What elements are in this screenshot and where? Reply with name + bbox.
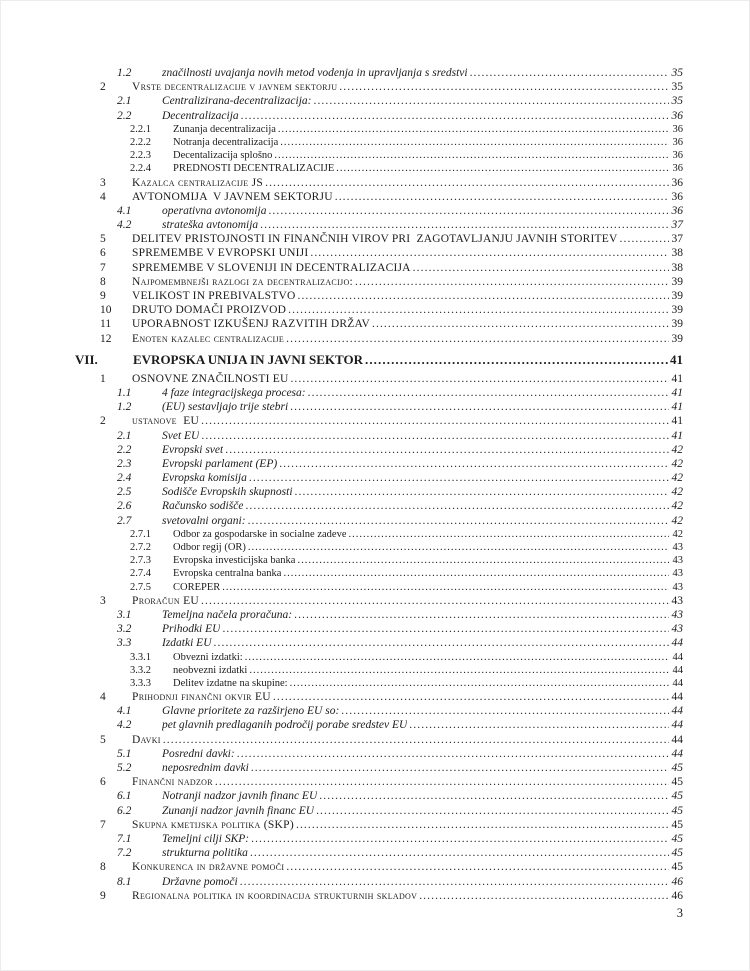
- toc-entry-title: OSNOVNE ZNAČILNOSTI EU: [132, 372, 289, 385]
- toc-entry[interactable]: [0, 109, 683, 123]
- toc-entry-page: 37: [671, 233, 683, 246]
- toc-entry-page: 35: [671, 95, 683, 108]
- toc-entry-title: Centralizirana-decentralizacija:: [162, 95, 312, 108]
- toc-entry-title: EVROPSKA UNIJA IN JAVNI SEKTOR: [133, 351, 363, 367]
- toc-entry-page: 44: [672, 651, 683, 663]
- toc-entry-title: DRUTO DOMAČI PROIZVOD: [132, 304, 287, 317]
- toc-entry-page: 43: [672, 555, 683, 567]
- toc-entry[interactable]: [0, 718, 683, 732]
- toc-entry[interactable]: [0, 162, 683, 175]
- dot-leader: [247, 664, 669, 677]
- toc-entry-number: 2.2.1: [130, 123, 151, 135]
- toc-entry-number: 4.1: [117, 204, 132, 217]
- toc-entry-title: ustanove EU: [132, 415, 200, 428]
- toc-entry-number: 2: [100, 415, 106, 428]
- toc-entry-title: Prihodnji finančni okvir EU: [132, 691, 271, 704]
- toc-entry-number: 9: [100, 290, 106, 302]
- toc-entry-page: 45: [671, 804, 683, 817]
- toc-entry-number: 3: [100, 176, 106, 189]
- dot-leader: [243, 499, 669, 513]
- toc-entry-number: 7: [100, 261, 106, 274]
- toc-entry-page: 41: [671, 429, 683, 442]
- toc-entry-page: 43: [671, 594, 683, 607]
- toc-entry[interactable]: [0, 246, 683, 260]
- toc-entry-title: Odbor regij (OR): [173, 542, 246, 553]
- toc-entry[interactable]: [0, 608, 683, 622]
- toc-entry-title: (EU) sestavljajo trije stebri: [162, 401, 289, 414]
- toc-entry[interactable]: [0, 190, 683, 204]
- dot-leader: [346, 528, 669, 541]
- toc-entry[interactable]: [0, 775, 683, 789]
- toc-entry[interactable]: [0, 875, 683, 889]
- toc-entry-number: 5: [100, 233, 106, 246]
- toc-entry-number: 2.3: [117, 457, 132, 470]
- toc-entry-title: UPORABNOST IZKUŠENJ RAZVITIH DRŽAV: [132, 318, 370, 331]
- toc-entry[interactable]: [0, 677, 683, 690]
- dot-leader: [288, 372, 669, 386]
- dot-leader: [417, 889, 669, 903]
- toc-entry-number: 4: [100, 190, 106, 203]
- toc-entry-page: 36: [672, 136, 683, 148]
- dot-leader: [468, 66, 669, 80]
- dot-leader: [288, 400, 669, 414]
- toc-entry-page: 45: [671, 762, 683, 774]
- toc-entry-title: Evropski svet: [162, 443, 224, 456]
- toc-entry[interactable]: [0, 372, 683, 386]
- toc-entry-title: Sodišče Evropskih skupnosti: [162, 486, 293, 499]
- toc-entry-number: 6: [100, 247, 106, 260]
- toc-entry-page: 44: [672, 664, 683, 676]
- toc-entry-title: strateška avtonomija: [162, 219, 259, 232]
- toc-entry-page: 42: [671, 514, 683, 527]
- dot-leader: [306, 386, 669, 400]
- toc-entry-number: 3.3.1: [130, 651, 151, 663]
- dot-leader: [295, 554, 669, 567]
- toc-entry-title: SPREMEMBE V EVROPSKI UNIJI: [132, 247, 309, 260]
- toc-entry-title: Finančni nadzor: [132, 776, 213, 789]
- toc-entry[interactable]: [0, 664, 683, 677]
- toc-entry-page: 46: [671, 875, 683, 888]
- toc-entry-title: PREDNOSTI DECENTRALIZACIJE: [173, 163, 335, 175]
- toc-entry-page: 43: [671, 608, 683, 621]
- toc-entry-title: svetovalni organi:: [162, 514, 246, 527]
- toc-entry-title: Decentalizacija splošno: [173, 150, 273, 162]
- toc-entry-number: 7: [100, 818, 106, 831]
- toc-entry-number: 8.1: [117, 875, 132, 888]
- toc-entry-page: 45: [671, 861, 683, 874]
- toc-entry[interactable]: [0, 889, 683, 903]
- dot-leader: [239, 109, 669, 123]
- toc-entry-page: 38: [671, 261, 683, 274]
- toc-entry-title: Delitev izdatne na skupine:: [173, 677, 288, 689]
- toc-entry-page: 37: [671, 219, 683, 232]
- toc-entry-title: Notranja decentralizacija: [173, 136, 279, 148]
- dot-leader: [199, 429, 669, 443]
- toc-entry[interactable]: [0, 514, 683, 528]
- dot-leader: [220, 622, 669, 636]
- dot-leader: [353, 275, 669, 289]
- toc-entry[interactable]: [0, 804, 683, 818]
- toc-entry-title: Konkurenca in državne pomoči: [132, 861, 285, 874]
- toc-entry-title: Odbor za gospodarske in socialne zadeve: [173, 528, 347, 540]
- toc-entry[interactable]: [0, 457, 683, 471]
- toc-entry-page: 44: [671, 705, 683, 718]
- toc-entry-number: 2.7.2: [130, 542, 151, 553]
- dot-leader: [294, 818, 669, 832]
- page-number-footer: 3: [676, 906, 683, 920]
- toc-entry[interactable]: [0, 747, 683, 761]
- toc-entry-page: 38: [671, 247, 683, 260]
- dot-leader: [238, 875, 669, 889]
- dot-leader: [271, 690, 669, 704]
- dot-leader: [248, 846, 669, 860]
- dot-leader: [286, 303, 669, 317]
- toc-entry-page: 42: [671, 486, 683, 499]
- toc-entry-number: 4.2: [117, 719, 132, 732]
- toc-entry-number: 2.2.4: [130, 163, 151, 175]
- toc-entry-page: 45: [671, 847, 683, 860]
- dot-leader: [370, 317, 669, 331]
- toc-entry-number: 3.3.2: [130, 664, 151, 676]
- toc-entry-title: značilnosti uvajanja novih metod vodenja in upravljanja s sredstvi: [162, 67, 468, 79]
- toc-entry-page: 43: [672, 581, 683, 593]
- toc-entry[interactable]: [0, 581, 683, 594]
- toc-entry-title: Obvezni izdatki:: [173, 651, 243, 663]
- toc-entry-number: 12: [100, 332, 112, 345]
- toc-entry-title: Evropska investicijska banka: [173, 555, 296, 567]
- toc-entry[interactable]: [0, 704, 683, 718]
- toc-entry-title: Proračun EU: [132, 594, 200, 607]
- dot-leader: [337, 80, 669, 94]
- toc-entry-number: 3.3.3: [130, 677, 151, 689]
- toc-entry-page: 44: [671, 747, 683, 760]
- toc-entry-title: strukturna politika: [162, 847, 248, 860]
- toc-entry[interactable]: [0, 94, 683, 108]
- toc-entry-number: 3: [100, 594, 106, 607]
- toc-entry-number: 1.2: [117, 401, 132, 414]
- toc-entry-title: Regionalna politika in koordinacija strukturnih skladov: [132, 889, 418, 902]
- dot-leader: [284, 860, 669, 874]
- toc-entry[interactable]: [0, 414, 683, 428]
- toc-entry-number: 9: [100, 889, 106, 902]
- toc-entry-number: 3.3: [117, 637, 132, 650]
- toc-entry-number: 2.1: [117, 95, 132, 108]
- toc-entry-title: operativna avtonomija: [162, 204, 267, 217]
- dot-leader: [284, 332, 669, 346]
- dot-leader: [407, 718, 669, 732]
- toc-entry-number: 2: [100, 81, 106, 94]
- toc-entry[interactable]: [0, 443, 683, 457]
- toc-entry-title: DELITEV PRISTOJNOSTI IN FINANČNIH VIROV PRI ZAGOTAVLJANJU JAVNIH STORITEV: [132, 233, 618, 246]
- toc-entry[interactable]: [0, 733, 683, 747]
- toc-entry-number: 2.2.3: [130, 150, 151, 162]
- dot-leader: [339, 704, 669, 718]
- toc-entry-page: 36: [671, 190, 683, 203]
- toc-entry[interactable]: [0, 832, 683, 846]
- toc-entry-title: SPREMEMBE V SLOVENIJI IN DECENTRALIZACIJA: [132, 261, 411, 274]
- toc-entry-title: VELIKOST IN PREBIVALSTVO: [132, 290, 296, 302]
- toc-entry-page: 44: [671, 691, 683, 704]
- toc-entry-page: 44: [672, 677, 683, 689]
- toc-entry-number: 11: [100, 318, 112, 331]
- toc-entry[interactable]: [0, 860, 683, 874]
- toc-list: [0, 66, 683, 903]
- toc-entry[interactable]: [0, 303, 683, 317]
- toc-entry-title: Temeljni cilji SKP:: [162, 832, 250, 845]
- dot-leader: [199, 414, 669, 428]
- dot-leader: [266, 204, 669, 218]
- toc-entry-page: 42: [671, 472, 683, 485]
- dot-leader: [618, 232, 669, 246]
- toc-entry[interactable]: [0, 232, 683, 246]
- toc-entry-number: 2.7.4: [130, 568, 151, 580]
- toc-entry-page: 43: [671, 623, 683, 636]
- toc-entry-title: Decentralizacija: [162, 109, 239, 122]
- toc-entry-number: 6.1: [117, 790, 132, 803]
- toc-entry[interactable]: [0, 567, 683, 580]
- toc-entry-title: AVTONOMIJA V JAVNEM SEKTORJU: [132, 190, 333, 203]
- toc-entry-title: neposrednim davki: [162, 762, 249, 774]
- toc-entry-number: 4.2: [117, 219, 132, 232]
- toc-entry-page: 42: [671, 500, 683, 513]
- toc-entry-number: 6.2: [117, 804, 132, 817]
- toc-entry-title: Prihodki EU: [162, 623, 221, 636]
- dot-leader: [333, 190, 669, 204]
- toc-entry[interactable]: [0, 400, 683, 414]
- dot-leader: [317, 789, 669, 803]
- toc-entry-page: 39: [671, 275, 683, 288]
- toc-entry-number: 2.2: [117, 109, 132, 122]
- toc-entry-title: Vrste decentralizacije v javnem sektorju: [132, 81, 338, 94]
- toc-entry-page: 41: [671, 401, 683, 414]
- dot-leader: [411, 261, 669, 275]
- toc-entry-number: 8: [100, 275, 106, 288]
- toc-entry-page: 45: [671, 818, 683, 831]
- toc-entry-page: 35: [671, 67, 683, 79]
- toc-entry-title: Svet EU: [162, 429, 200, 442]
- toc-entry-page: 36: [672, 150, 683, 162]
- toc-entry[interactable]: [0, 218, 683, 232]
- toc-entry-number: 1.1: [117, 386, 132, 399]
- toc-entry[interactable]: [0, 636, 683, 650]
- toc-entry-title: Izdatki EU: [162, 637, 212, 650]
- toc-entry-title: Evropska centralna banka: [173, 568, 282, 580]
- toc-entry[interactable]: [0, 554, 683, 567]
- dot-leader: [363, 351, 669, 368]
- dot-leader: [295, 289, 669, 303]
- dot-leader: [258, 218, 669, 232]
- dot-leader: [272, 149, 669, 162]
- dot-leader: [212, 636, 669, 650]
- toc-entry-page: 41: [671, 372, 683, 385]
- toc-entry-title: Enoten kazalec centralizacije: [132, 332, 285, 345]
- dot-leader: [292, 608, 669, 622]
- dot-leader: [161, 733, 669, 747]
- toc-entry[interactable]: [0, 149, 683, 162]
- toc-entry-title: neobvezni izdatki: [173, 664, 248, 676]
- toc-entry-number: 1.2: [117, 67, 132, 79]
- toc-entry-page: 36: [671, 109, 683, 122]
- toc-entry-number: 1: [100, 372, 106, 385]
- toc-entry-page: 35: [671, 81, 683, 94]
- toc-entry-page: 44: [671, 733, 683, 746]
- toc-entry[interactable]: [0, 761, 683, 775]
- toc-entry-number: 3.1: [117, 608, 132, 621]
- toc-entry[interactable]: [0, 176, 683, 190]
- toc-entry-title: Najpomembnejši razlogi za decentralizacijo:: [132, 275, 354, 288]
- toc-entry-number: 2.1: [117, 429, 132, 442]
- toc-entry-title: pet glavnih predlaganih področij porabe sredstev EU: [162, 719, 408, 732]
- dot-leader: [263, 176, 669, 190]
- toc-entry-page: 42: [672, 528, 683, 540]
- toc-entry[interactable]: [0, 204, 683, 218]
- toc-entry-page: 45: [671, 776, 683, 789]
- toc-entry-title: Posredni davki:: [162, 747, 235, 760]
- toc-entry-page: 39: [671, 304, 683, 317]
- toc-entry-number: 8: [100, 861, 106, 874]
- toc-entry-page: 36: [671, 204, 683, 217]
- toc-entry-title: COREPER: [173, 581, 221, 593]
- dot-leader: [281, 567, 669, 580]
- toc-entry[interactable]: [0, 499, 683, 513]
- toc-entry-number: 2.4: [117, 472, 132, 485]
- dot-leader: [223, 443, 669, 457]
- toc-entry-number: 5.2: [117, 762, 132, 774]
- toc-entry-page: 39: [671, 290, 683, 302]
- toc-entry-page: 44: [671, 719, 683, 732]
- dot-leader: [213, 775, 669, 789]
- toc-entry-page: 43: [672, 542, 683, 553]
- toc-entry[interactable]: [0, 351, 683, 368]
- toc-entry-page: 41: [671, 386, 683, 399]
- toc-entry-page: 41: [670, 351, 683, 367]
- toc-entry[interactable]: [0, 123, 683, 136]
- toc-entry-number: 2.7.3: [130, 555, 151, 567]
- toc-entry[interactable]: [0, 80, 683, 94]
- toc-entry-title: Zunanji nadzor javnih financ EU: [162, 804, 315, 817]
- dot-leader: [243, 651, 669, 664]
- toc-entry[interactable]: [0, 275, 683, 289]
- toc-entry[interactable]: [0, 66, 683, 80]
- toc-entry-title: Glavne prioritete za razširjeno EU so:: [162, 705, 340, 718]
- toc-entry-number: 2.7: [117, 514, 132, 527]
- toc-entry-number: 2.7.1: [130, 528, 151, 540]
- toc-entry-page: 41: [671, 415, 683, 428]
- toc-entry-page: 43: [672, 568, 683, 580]
- dot-leader: [249, 832, 669, 846]
- dot-leader: [278, 136, 669, 149]
- toc-entry-title: Zunanja decentralizacija: [173, 123, 276, 135]
- toc-entry-page: 45: [671, 790, 683, 803]
- toc-entry-page: 36: [672, 163, 683, 175]
- toc-entry-page: 45: [671, 832, 683, 845]
- dot-leader: [293, 485, 669, 499]
- toc-entry-number: 7.1: [117, 832, 132, 845]
- toc-entry[interactable]: [0, 471, 683, 485]
- toc-entry-page: 44: [671, 637, 683, 650]
- toc-entry[interactable]: [0, 136, 683, 149]
- toc-entry-title: Skupna kmetijska politika (SKP): [132, 818, 294, 831]
- toc-entry-title: Državne pomoči: [162, 875, 238, 888]
- toc-entry-page: 42: [671, 457, 683, 470]
- toc-entry-page: 46: [671, 889, 683, 902]
- dot-leader: [247, 471, 669, 485]
- toc-entry-number: 4.1: [117, 705, 132, 718]
- dot-leader: [220, 581, 669, 594]
- toc-entry-number: VII.: [75, 351, 98, 367]
- toc-entry-number: 10: [100, 304, 112, 317]
- toc-entry[interactable]: [0, 541, 683, 554]
- toc-entry-title: Kazalca centralizacije JS: [132, 176, 264, 189]
- toc-entry-number: 2.2: [117, 443, 132, 456]
- toc-entry[interactable]: [0, 485, 683, 499]
- toc-entry[interactable]: [0, 317, 683, 331]
- toc-entry[interactable]: [0, 818, 683, 832]
- toc-entry-number: 2.2.2: [130, 136, 151, 148]
- dot-leader: [199, 594, 669, 608]
- toc-entry-number: 6: [100, 776, 106, 789]
- toc-entry-title: Računsko sodišče: [162, 500, 244, 513]
- toc-entry-page: 36: [672, 123, 683, 135]
- dot-leader: [288, 677, 669, 690]
- toc-entry-page: 39: [671, 332, 683, 345]
- toc-entry-title: Davki: [132, 733, 161, 746]
- toc-entry-number: 3.2: [117, 623, 132, 636]
- toc-entry-page: 42: [671, 443, 683, 456]
- toc-entry[interactable]: [0, 622, 683, 636]
- toc-entry[interactable]: [0, 429, 683, 443]
- toc-entry[interactable]: [0, 332, 683, 346]
- dot-leader: [277, 457, 669, 471]
- toc-entry-page: 39: [671, 318, 683, 331]
- toc-entry-number: 5.1: [117, 747, 132, 760]
- toc-entry[interactable]: [0, 528, 683, 541]
- toc-entry-number: 5: [100, 733, 106, 746]
- toc-entry-title: Notranji nadzor javnih financ EU: [162, 790, 318, 803]
- toc-entry[interactable]: [0, 386, 683, 400]
- toc-entry[interactable]: [0, 789, 683, 803]
- toc-entry[interactable]: [0, 651, 683, 664]
- toc-entry-title: 4 faze integracijskega procesa:: [162, 386, 306, 399]
- toc-entry-title: Evropska komisija: [162, 472, 247, 485]
- toc-entry[interactable]: [0, 594, 683, 608]
- toc-entry[interactable]: [0, 690, 683, 704]
- toc-entry[interactable]: [0, 289, 683, 303]
- dot-leader: [314, 804, 669, 818]
- toc-entry-number: 2.6: [117, 500, 132, 513]
- toc-entry[interactable]: [0, 846, 683, 860]
- dot-leader: [246, 541, 669, 554]
- toc-entry-page: 36: [671, 176, 683, 189]
- toc-entry-number: 2.5: [117, 486, 132, 499]
- toc-entry-number: 7.2: [117, 847, 132, 860]
- dot-leader: [308, 246, 669, 260]
- dot-leader: [311, 94, 669, 108]
- toc-entry[interactable]: [0, 261, 683, 275]
- dot-leader: [235, 747, 669, 761]
- toc-entry-number: 4: [100, 691, 106, 704]
- toc-entry-title: Evropski parlament (EP): [162, 457, 278, 470]
- dot-leader: [276, 123, 669, 136]
- dot-leader: [334, 162, 669, 175]
- dot-leader: [246, 514, 669, 528]
- toc-entry-number: 2.7.5: [130, 581, 151, 593]
- dot-leader: [249, 761, 669, 775]
- toc-entry-title: Temeljna načela proračuna:: [162, 608, 293, 621]
